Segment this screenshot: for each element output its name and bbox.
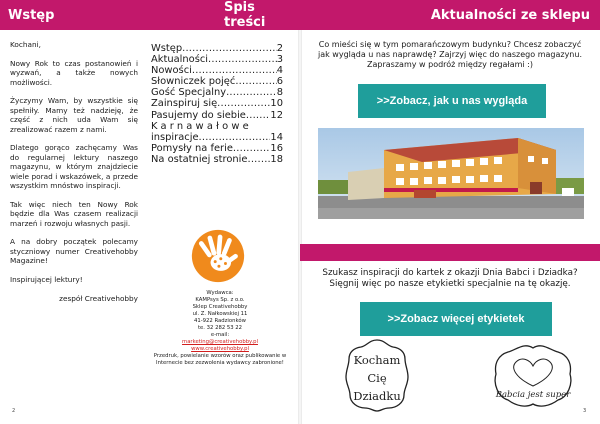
- intro-paragraph: Nowy Rok to czas postanowień i wyzwań, a także nowych możliwości.: [10, 58, 138, 87]
- intro-paragraph: Inspirującej lektury!: [10, 275, 83, 285]
- shop-building-photo: [318, 128, 584, 219]
- intro-paragraph: Dlatego gorąco zachęcamy Was do regularnej lektury naszego magazynu, w którym znajdziecie wiele porad i wskazówek, a przede wszystkim mnóstwo inspiracji.: [10, 143, 138, 191]
- page-number-right: 3: [583, 408, 587, 414]
- header-band-right: [300, 0, 600, 30]
- grandma-label-sticker: [490, 342, 576, 412]
- see-more-labels-button[interactable]: >>Zobacz więcej etykietek: [360, 302, 552, 336]
- sticker2-text: Babcia jest super: [495, 390, 571, 400]
- toc-entry[interactable]: Aktualności ..... 3: [151, 54, 283, 65]
- publisher-email-link[interactable]: marketing@creativehobby.pl: [182, 339, 258, 345]
- toc-entry[interactable]: Na ostatniej stronie ..... 18: [151, 154, 283, 165]
- publisher-city: 41-922 Radzionków: [194, 318, 246, 324]
- toc-entry-karnawal-line2[interactable]: inspiracje ..... 14: [151, 132, 283, 143]
- sticker1-word2: Cię: [367, 371, 387, 385]
- page-gutter: [298, 0, 302, 424]
- intro-paragraph: Tak więc niech ten Nowy Rok będzie dla Was czasem realizacji marzeń i rozwoju własnych pasji.: [10, 199, 138, 228]
- publisher-info: [150, 290, 290, 367]
- news-text-building: Co mieści się w tym pomarańczowym budynku? Chcesz zobaczyć jak wygląda u nas naprawdę? Zajrzyj więc do naszego magazynu. Zapraszamy w podróż między regałami :): [318, 40, 582, 69]
- intro-paragraph: Życzymy Wam, by wszystkie się spełniły. Mamy też nadzieję, że część z nich uda Wam się zrealizować razem z nami.: [10, 96, 138, 134]
- sticker1-word3: Dziadku: [353, 389, 401, 403]
- publisher-copyright-notice: Przedruk, powielanie wzorów oraz publikowanie w Internecie bez zezwolenia wydawcy zabronione!: [153, 353, 287, 366]
- header-band-left: [0, 0, 300, 30]
- publisher-company: KAMPsys Sp. z o.o.: [195, 297, 245, 303]
- table-of-contents: [151, 43, 283, 165]
- page-number-left: 2: [12, 408, 16, 414]
- toc-entry[interactable]: Pomysły na ferie ..... 16: [151, 143, 283, 154]
- section-title-toc: Spis treści: [224, 0, 266, 30]
- section-title-intro: Wstęp: [8, 7, 55, 23]
- publisher-street: ul. Z. Nałkowskiej 11: [192, 311, 248, 317]
- toc-entry[interactable]: Zainspiruj się ..... 10: [151, 98, 283, 109]
- toc-entry[interactable]: Nowości ..... 4: [151, 65, 283, 76]
- grandpa-label-sticker: [343, 337, 411, 413]
- publisher-website-link[interactable]: www.creativehobby.pl: [191, 346, 249, 352]
- toc-entry[interactable]: Słowniczek pojęć ..... 6: [151, 76, 283, 87]
- publisher-phone: te. 32 282 53 22: [197, 325, 243, 331]
- hand-logo-icon: [190, 228, 246, 284]
- intro-column: [10, 40, 138, 313]
- divider-band: [300, 244, 600, 261]
- news-text-labels: Szukasz inspiracji do kartek z okazji Dnia Babci i Dziadka? Sięgnij więc po nasze etykietki specjalnie na tę okazję.: [322, 268, 578, 289]
- intro-paragraph: A na dobry początek polecamy styczniowy numer Creativehobby Magazine!: [10, 237, 138, 266]
- intro-signature: zespół Creativehobby: [59, 293, 138, 303]
- sticker1-word1: Kocham: [353, 353, 401, 367]
- publisher-heading: Wydawca:: [206, 290, 234, 296]
- toc-entry[interactable]: Gość Specjalny ..... 8: [151, 87, 283, 98]
- toc-entry[interactable]: Wstęp ..... 2: [151, 43, 283, 54]
- section-title-news: Aktualności ze sklepu: [430, 7, 590, 23]
- publisher-shop: Sklep Creativehobby: [192, 304, 248, 310]
- see-shop-button[interactable]: >>Zobacz, jak u nas wygląda: [358, 84, 546, 118]
- toc-entry[interactable]: Pasujemy do siebie ..... 12: [151, 110, 283, 121]
- toc-entry-karnawal-line1[interactable]: Karnawałowe: [151, 120, 252, 132]
- publisher-email-label: e-mail:: [210, 332, 230, 338]
- intro-greeting: Kochani,: [10, 40, 41, 49]
